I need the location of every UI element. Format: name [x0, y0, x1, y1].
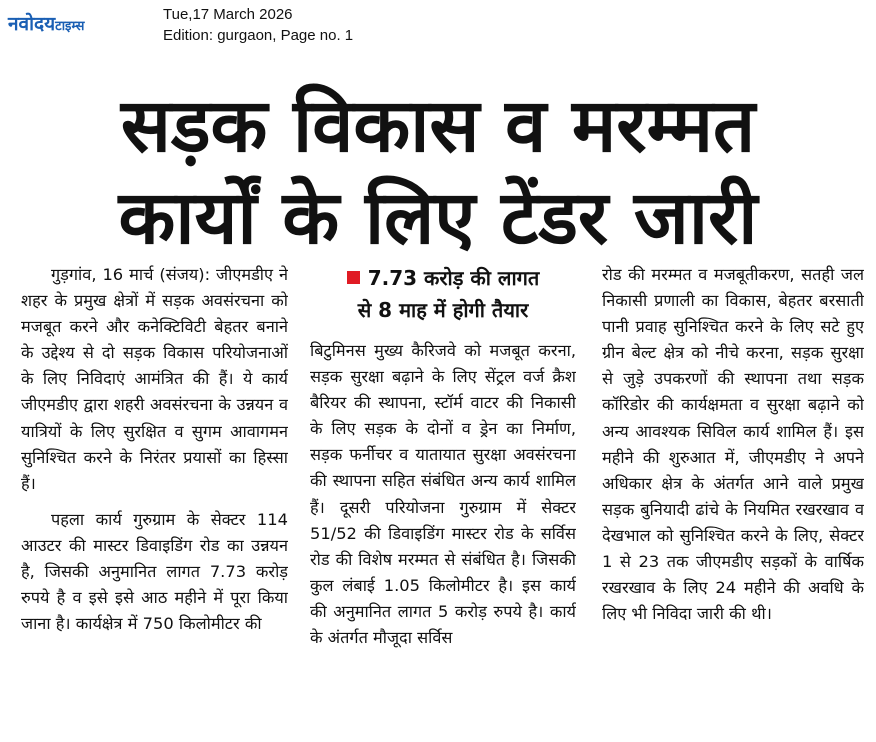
article-paragraph: रोड की मरम्मत व मजबूतीकरण, सतही जल निकासी प्रणाली का विकास, बेहतर बरसाती पानी प्रवाह सुनिश्चित करने के लिए सटे हुए ग्रीन बेल्ट क्षेत्र को नीचे करना, सड़क सुरक्षा से जुड़े उपकरणों की स्थापना तथा सड़क कॉरिडोर की कार्यक्षमता व सुरक्षा बढ़ाने को अन्य आवश्यक सिविल कार्य शामिल हैं। इस महीने की शुरुआत में, जीएमडीए ने अपने अधिकार क्षेत्र के अंतर्गत आने वाले प्रमुख सड़क बुनियादी ढांचे के नियमित रखरखाव व देखभाल को सुनिश्चित करने के लिए, सेक्टर 1 से 23 तक जीएमडीए सड़कों के वार्षिक रखरखाव के लिए 24 महीने की अवधि के लिए भी निविदा जारी की थी। — [602, 265, 864, 624]
article-column-1 — [21, 262, 288, 742]
edition-page: Edition: gurgaon, Page no. 1 — [163, 27, 354, 44]
logo-main: नवोदय — [8, 13, 56, 35]
red-square-bullet-icon — [347, 271, 360, 284]
logo-sub: टाइम्स — [55, 19, 85, 34]
headline-line-1: सड़क विकास व मरम्मत — [120, 83, 756, 169]
article-paragraph: पहला कार्य गुरुग्राम के सेक्टर 114 आउटर की मास्टर डिवाइडिंग रोड का उन्नयन है, जिसकी अनुमानित लागत 7.73 करोड़ रुपये है व इसे इसे आठ महीने में पूरा किया जाना है। कार्यक्षेत्र में 750 किलोमीटर की — [21, 509, 288, 634]
masthead-bar — [0, 0, 876, 52]
subheadline-line-1: 7.73 करोड़ की लागत — [367, 266, 540, 290]
subheadline-line-2: से 8 माह में होगी तैयार — [357, 298, 529, 322]
subheadline — [310, 262, 576, 326]
article-column-2 — [310, 262, 576, 742]
issue-date: Tue,17 March 2026 — [163, 6, 293, 23]
newspaper-logo — [8, 10, 84, 36]
article-paragraph: बिटुमिनस मुख्य कैरिजवे को मजबूत करना, सड़क सुरक्षा बढ़ाने के लिए सेंट्रल वर्ज क्रैश बैरियर की स्थापना, स्टॉर्म वाटर की निकासी के लिए सड़क के दोनों व ड्रेन का निर्माण, सड़क फर्नीचर व यातायात सुरक्षा अवसंरचना की स्थापना सहित संबंधित अन्य कार्य शामिल हैं। दूसरी परियोजना गुरुग्राम में सेक्टर 51/52 की डिवाइडिंग मास्टर रोड के सर्विस रोड की विशेष मरम्मत से संबंधित है। जिसकी कुल लंबाई 1.05 किलोमीटर है। इस कार्य की अनुमानित लागत 5 करोड़ रुपये है। कार्य के अंतर्गत मौजूदा सर्विस — [310, 341, 576, 648]
article-column-3 — [602, 262, 864, 742]
article-paragraph: गुड़गांव, 16 मार्च (संजय): जीएमडीए ने शहर के प्रमुख क्षेत्रों में सड़क अवसंरचना को मजबूत करने और कनेक्टिविटी बेहतर बनाने के उद्देश्य से दो सड़क विकास परियोजनाओं के लिए निविदाएं आमंत्रित की हैं। ये कार्य जीएमडीए द्वारा शहरी अवसंरचना के उन्नयन व यात्रियों के लिए सुरक्षित व सुगम आवागमन सुनिश्चित करने के निरंतर प्रयासों का हिस्सा हैं। — [21, 265, 288, 493]
article-headline — [0, 80, 876, 264]
edition-info — [163, 4, 353, 46]
headline-line-2: कार्यों के लिए टेंडर जारी — [118, 175, 758, 261]
